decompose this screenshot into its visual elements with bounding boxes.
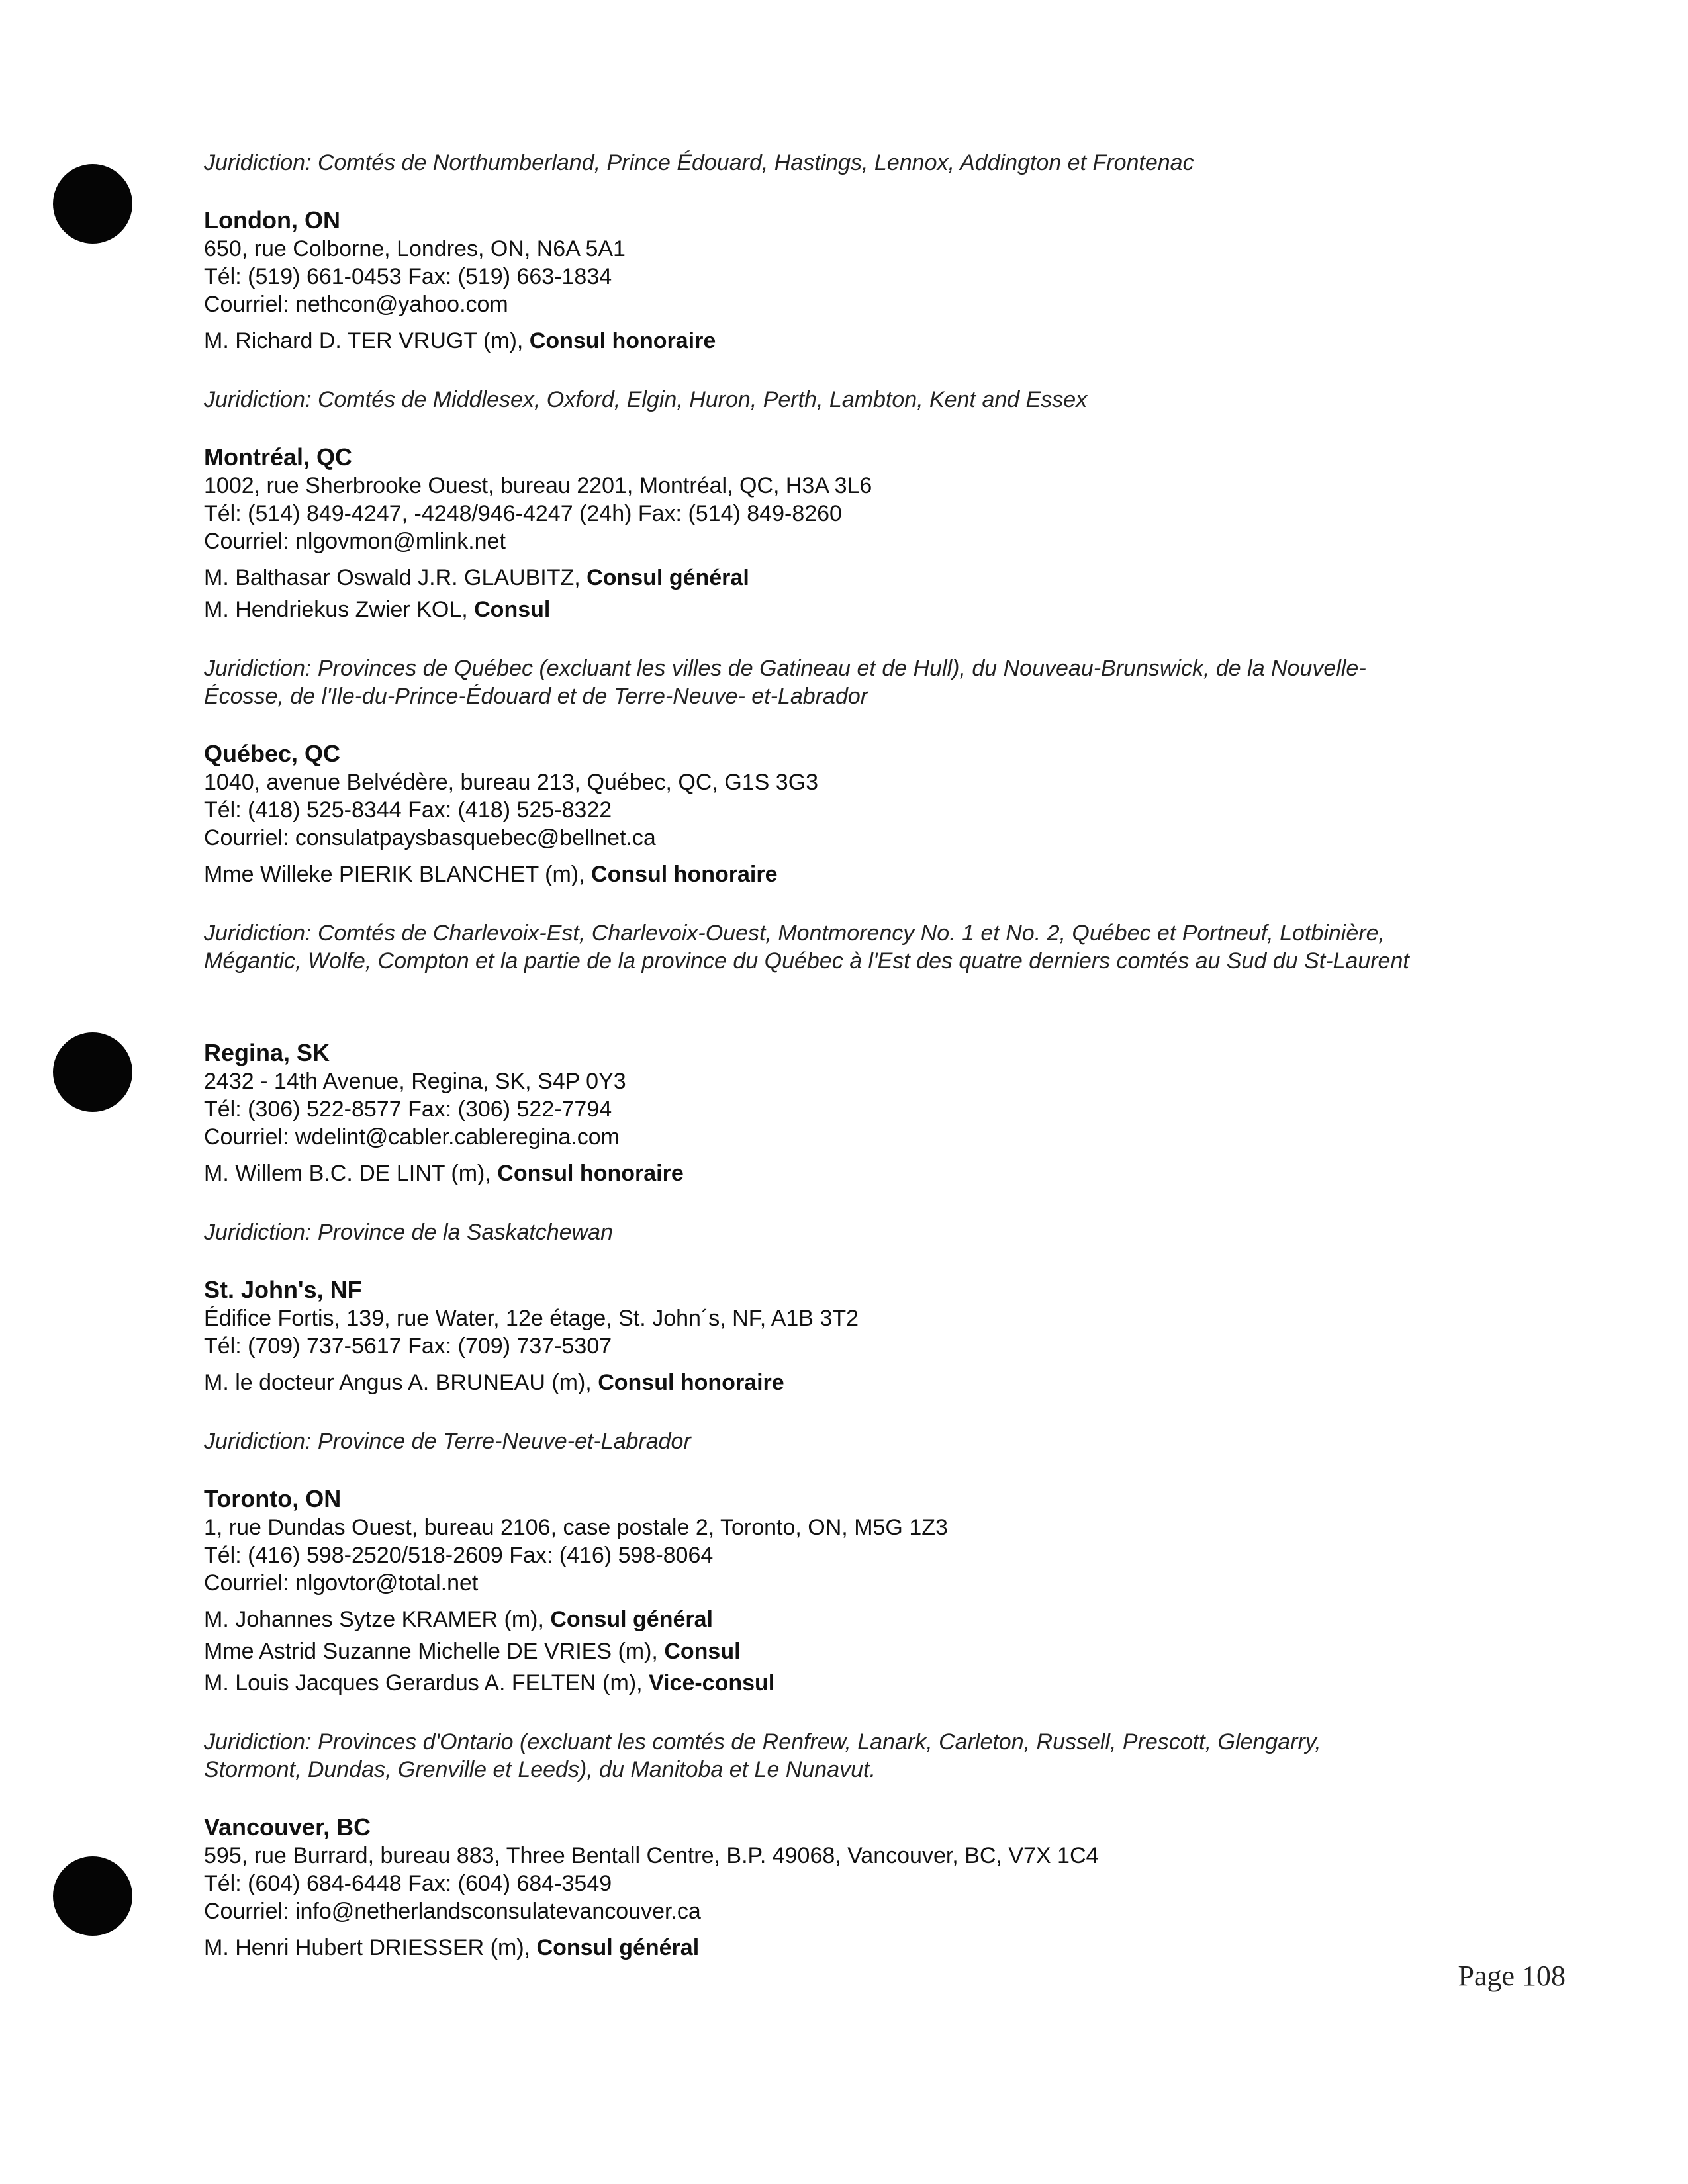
jurisdiction-text: Juridiction: Provinces d'Ontario (excluant les comtés de Renfrew, Lanark, Carleton, Russell, Prescott, Glengarry, xyxy=(204,1729,1321,1754)
address-line: 1002, rue Sherbrooke Ouest, bureau 2201, Montréal, QC, H3A 3L6 xyxy=(204,473,872,498)
person-line: M. Johannes Sytze KRAMER (m), Consul général xyxy=(204,1607,713,1632)
email-line: Courriel: nlgovmon@mlink.net xyxy=(204,529,506,554)
city-heading: London, ON xyxy=(204,206,340,234)
person-line: M. Balthasar Oswald J.R. GLAUBITZ, Consul général xyxy=(204,565,749,590)
person-line: M. Willem B.C. DE LINT (m), Consul honoraire xyxy=(204,1161,684,1186)
email-line: Courriel: nlgovtor@total.net xyxy=(204,1570,479,1596)
person-title: Consul xyxy=(664,1639,741,1664)
person-line: M. Richard D. TER VRUGT (m), Consul honoraire xyxy=(204,328,716,353)
jurisdiction-text: Juridiction: Comtés de Charlevoix-Est, Charlevoix-Ouest, Montmorency No. 1 et No. 2, Québec et Portneuf, Lotbinière, xyxy=(204,921,1385,946)
person-title: Consul honoraire xyxy=(529,328,716,353)
city-heading: Montréal, QC xyxy=(204,443,353,471)
consulate-entry-regina xyxy=(204,1038,1561,1246)
consulate-entry-toronto xyxy=(204,1484,1561,1784)
consulate-entry-london xyxy=(204,206,1561,414)
person-line: Mme Willeke PIERIK BLANCHET (m), Consul honoraire xyxy=(204,862,778,887)
address-line: Édifice Fortis, 139, rue Water, 12e étage, St. John´s, NF, A1B 3T2 xyxy=(204,1306,859,1331)
city-heading: Toronto, ON xyxy=(204,1485,342,1512)
consulate-entry-vancouver xyxy=(204,1813,1561,1964)
address-line: 1040, avenue Belvédère, bureau 213, Québec, QC, G1S 3G3 xyxy=(204,770,819,795)
document-body xyxy=(204,149,1561,1964)
phone-line: Tél: (604) 684-6448 Fax: (604) 684-3549 xyxy=(204,1871,612,1896)
address-line: 595, rue Burrard, bureau 883, Three Bentall Centre, B.P. 49068, Vancouver, BC, V7X 1C4 xyxy=(204,1843,1099,1868)
address-line: 1, rue Dundas Ouest, bureau 2106, case postale 2, Toronto, ON, M5G 1Z3 xyxy=(204,1515,948,1540)
person-title: Consul général xyxy=(586,565,749,590)
phone-line: Tél: (418) 525-8344 Fax: (418) 525-8322 xyxy=(204,797,612,823)
person-line: Mme Astrid Suzanne Michelle DE VRIES (m), Consul xyxy=(204,1639,741,1664)
person-title: Consul général xyxy=(536,1935,700,1960)
person-title: Consul xyxy=(474,597,551,622)
person-line: M. Louis Jacques Gerardus A. FELTEN (m), Vice-consul xyxy=(204,1670,775,1696)
jurisdiction-text: Juridiction: Comtés de Northumberland, Prince Édouard, Hastings, Lennox, Addington et Frontenac xyxy=(204,150,1194,175)
address-line: 650, rue Colborne, Londres, ON, N6A 5A1 xyxy=(204,236,626,261)
jurisdiction-text: Juridiction: Provinces de Québec (excluant les villes de Gatineau et de Hull), du Nouveau-Brunswick, de la Nouvelle- xyxy=(204,656,1366,681)
jurisdiction-text: Juridiction: Comtés de Middlesex, Oxford, Elgin, Huron, Perth, Lambton, Kent and Essex xyxy=(204,387,1088,412)
jurisdiction-text-continued: Mégantic, Wolfe, Compton et la partie de la province du Québec à l'Est des quatre derniers comtés au Sud du St-Laurent xyxy=(204,948,1409,974)
consulate-entry-quebec xyxy=(204,739,1561,975)
city-heading: Québec, QC xyxy=(204,740,341,767)
email-line: Courriel: consulatpaysbasquebec@bellnet.ca xyxy=(204,825,656,850)
email-line: Courriel: info@netherlandsconsulatevancouver.ca xyxy=(204,1899,701,1924)
person-title: Consul général xyxy=(550,1607,713,1632)
email-line: Courriel: wdelint@cabler.cableregina.com xyxy=(204,1124,620,1150)
jurisdiction-text-continued: Écosse, de l'Ile-du-Prince-Édouard et de Terre-Neuve- et-Labrador xyxy=(204,684,868,709)
jurisdiction-text-continued: Stormont, Dundas, Grenville et Leeds), du Manitoba et Le Nunavut. xyxy=(204,1757,876,1782)
phone-line: Tél: (519) 661-0453 Fax: (519) 663-1834 xyxy=(204,264,612,289)
phone-line: Tél: (514) 849-4247, -4248/946-4247 (24h) Fax: (514) 849-8260 xyxy=(204,501,842,526)
person-line: M. Hendriekus Zwier KOL, Consul xyxy=(204,597,551,622)
binder-hole-bottom xyxy=(53,1856,132,1936)
email-line: Courriel: nethcon@yahoo.com xyxy=(204,292,508,317)
person-line: M. Henri Hubert DRIESSER (m), Consul général xyxy=(204,1935,700,1960)
jurisdiction-text: Juridiction: Province de la Saskatchewan xyxy=(204,1220,613,1245)
phone-line: Tél: (416) 598-2520/518-2609 Fax: (416) 598-8064 xyxy=(204,1543,714,1568)
binder-hole-middle xyxy=(53,1032,132,1112)
address-line: 2432 - 14th Avenue, Regina, SK, S4P 0Y3 xyxy=(204,1069,626,1094)
consulate-entry-st-johns xyxy=(204,1275,1561,1455)
phone-line: Tél: (306) 522-8577 Fax: (306) 522-7794 xyxy=(204,1097,612,1122)
jurisdiction-text: Juridiction: Province de Terre-Neuve-et-Labrador xyxy=(204,1429,691,1454)
page-number: Page 108 xyxy=(1458,1960,1566,1992)
city-heading: Vancouver, BC xyxy=(204,1813,371,1841)
person-title: Consul honoraire xyxy=(497,1161,684,1186)
person-title: Vice-consul xyxy=(649,1670,775,1696)
consulate-entry-montreal xyxy=(204,443,1561,710)
person-title: Consul honoraire xyxy=(598,1370,784,1395)
city-heading: St. John's, NF xyxy=(204,1276,362,1303)
person-line: M. le docteur Angus A. BRUNEAU (m), Consul honoraire xyxy=(204,1370,784,1395)
person-title: Consul honoraire xyxy=(591,862,778,887)
city-heading: Regina, SK xyxy=(204,1039,330,1066)
phone-line: Tél: (709) 737-5617 Fax: (709) 737-5307 xyxy=(204,1334,612,1359)
binder-hole-top xyxy=(53,164,132,244)
